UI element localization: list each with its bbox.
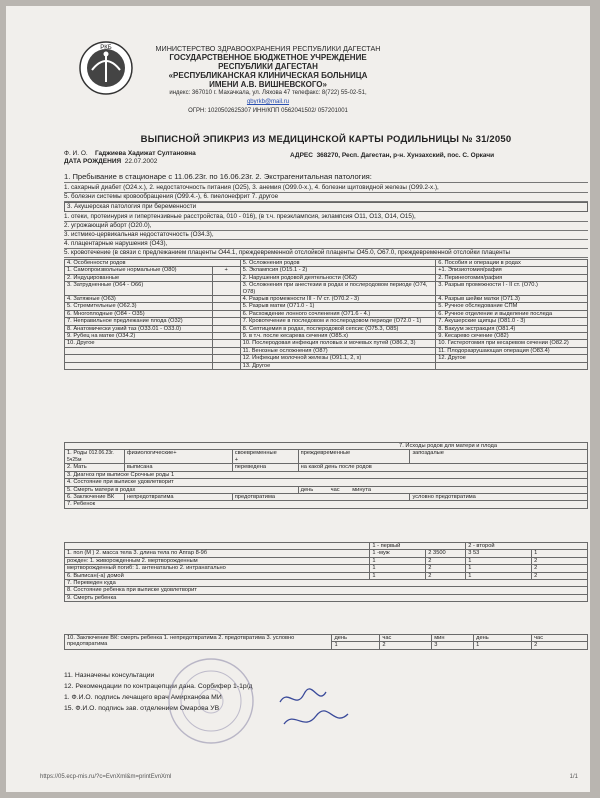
- outcomes-head: 7. Исходы родов для матери и плода: [65, 443, 588, 450]
- round-stamp: [166, 656, 256, 746]
- child-born: рожден: 1. живорожденным 2. мертворожденным: [65, 557, 370, 564]
- operation-cell: 4. Разрыв шейки матки (О71.3): [436, 296, 588, 303]
- feature-mark-cell: [212, 282, 240, 296]
- features-row: [65, 296, 588, 303]
- feature-mark-cell: [212, 296, 240, 303]
- features-row: [65, 362, 588, 369]
- patient-address: АДРЕС 368270, Респ. Дагестан, р-н. Хунзахский, пос. С. Оркачи: [290, 152, 495, 159]
- mother-day-after: на какой день после родов: [298, 464, 587, 471]
- document-title: ВЫПИСНОЙ ЭПИКРИЗ ИЗ МЕДИЦИНСКОЙ КАРТЫ РОДИЛЬНИЦЫ № 31/2050: [140, 134, 512, 145]
- child-params: 1. пол (М ) 2. масса тела 3. длина тела по Апгар 8-9б: [65, 550, 370, 557]
- feature-cell: 3. Затрудненные (О64 - О66): [65, 282, 213, 296]
- operation-cell: 11. Плодоразрушающая операция (О83.4): [436, 347, 588, 354]
- head-of-department: 15. Ф.И.О. подпись зав. отделением Омарова УВ: [64, 705, 220, 712]
- org-line-1: ГОСУДАРСТВЕННОЕ БЮДЖЕТНОЕ УЧРЕЖДЕНИЕ: [169, 53, 367, 62]
- patient-name: Ф. И. О. Гаджиева Хадижат Султановна: [64, 150, 196, 157]
- mother-discharged: выписана: [124, 464, 232, 471]
- vk-val-4: 1: [474, 642, 532, 649]
- page-number: 1/1: [569, 774, 578, 780]
- still-second-2: 2: [532, 565, 588, 572]
- features-row: [65, 355, 588, 362]
- obstetric-line-2: 2. угрожающий аборт (О20.0),: [64, 222, 588, 231]
- complication-cell: 7. Кровотечение в последовом и послеродовом периоде (О72.0 - 1): [240, 318, 436, 325]
- child-head: 7. Ребенок: [65, 501, 588, 508]
- born-1: 1: [370, 557, 426, 564]
- feature-mark-cell: [212, 303, 240, 310]
- born-second-1: 1: [466, 557, 532, 564]
- features-row: [65, 282, 588, 296]
- outcome-late: запоздалые: [410, 450, 588, 464]
- vk-preventable: предотвратима: [232, 494, 410, 501]
- birth-features-table: [64, 259, 588, 370]
- attending-doctor: 1. Ф.И.О. подпись лечащего врач Амирханова МИ: [64, 694, 222, 701]
- operation-cell: +1. Эпизиотомия/рафия: [436, 267, 588, 274]
- ministry-name: МИНИСТЕРСТВО ЗДРАВООХРАНЕНИЯ РЕСПУБЛИКИ ДАГЕСТАН: [155, 44, 381, 53]
- features-row: [65, 340, 588, 347]
- disc-1: 1: [370, 572, 426, 579]
- org-ids: ОГРН: 1020502625307 ИНН/КПП 0562041502/ 057201001: [188, 108, 348, 114]
- document-page: [6, 6, 590, 792]
- feature-cell: [65, 362, 213, 369]
- child-vk-conclusion: 10. Заключение ВК: смерть ребенка 1. непредотвратима 2. предотвратима 3. условно предотвратима: [65, 635, 332, 650]
- doctor-signature: [274, 684, 354, 734]
- child-discharged: 6. Выписан(-а) домой: [65, 572, 370, 579]
- operation-cell: 7. Акушерские щипцы (О81.0 - 3): [436, 318, 588, 325]
- feature-cell: 8. Анатомически узкий таз (О33.01 - О33.0): [65, 325, 213, 332]
- feature-cell: 6. Многоплодные (О84 - О35): [65, 310, 213, 317]
- letterhead: [78, 44, 398, 116]
- features-row: [65, 310, 588, 317]
- maternal-death-time: день час минута: [298, 486, 587, 493]
- child-second-head: 2 - второй: [466, 543, 588, 550]
- child-transferred: 7. Переведен куда: [65, 580, 588, 587]
- child-first-head: 1 - первый: [370, 543, 466, 550]
- features-row: [65, 303, 588, 310]
- patient-dob: ДАТА РОЖДЕНИЯ 22.07.2002: [64, 158, 158, 165]
- outcome-preterm: преждевременные: [298, 450, 410, 464]
- operation-cell: 5. Ручное обследование СПМ: [436, 303, 588, 310]
- feature-cell: 7. Неправильное предлежание плода (О32): [65, 318, 213, 325]
- complication-cell: 2. Нарушения родовой деятельности (О62): [240, 274, 436, 281]
- disc-2: 2: [426, 572, 466, 579]
- features-row: [65, 274, 588, 281]
- outcome-mother: 2. Мать: [65, 464, 125, 471]
- extragenital-line-2: 5. болезни системы кровообращения (О99.4.-), 6. пиелонефрит 7. другое: [64, 193, 588, 202]
- feature-cell: [65, 347, 213, 354]
- print-url: https://05.ecp-mis.ru/?c=EvnXml&m=printEvnXml: [40, 774, 172, 780]
- maternal-death: 5. Смерть матери в родах: [65, 486, 299, 493]
- feature-mark-cell: [212, 340, 240, 347]
- vk-val-2: 2: [380, 642, 432, 649]
- vk-day: день: [332, 635, 380, 642]
- consultations: 11. Назначены консультации: [64, 672, 155, 679]
- child-state: 8. Состояние ребенка при выписке удовлетворит: [65, 587, 588, 594]
- vk-hour: час: [380, 635, 432, 642]
- still-1: 1: [370, 565, 426, 572]
- outcome-birth: 1. Роды 012.06.23г. 5ч25м: [65, 450, 125, 464]
- complication-cell: 13. Другое: [240, 362, 436, 369]
- feature-mark-cell: [212, 355, 240, 362]
- feature-mark-cell: [212, 333, 240, 340]
- features-row: [65, 347, 588, 354]
- obstetric-pathology-head: 3. Акушерская патология при беременности: [64, 202, 588, 212]
- disc-second-2: 2: [532, 572, 588, 579]
- complication-cell: 10. Послеродовая инфекция половых и мочевых путей (О86.2, 3): [240, 340, 436, 347]
- feature-mark-cell: +: [212, 267, 240, 274]
- org-line-3: «РЕСПУБЛИКАНСКАЯ КЛИНИЧЕСКАЯ БОЛЬНИЦА: [168, 71, 368, 80]
- operations-head: 6. Пособия и операции в родах: [436, 260, 588, 267]
- org-line-4: ИМЕНИ А.В. ВИШНЕВСКОГО»: [209, 80, 327, 89]
- org-email: gbyrkb@mail.ru: [246, 99, 290, 105]
- stay-period: 1. Пребывание в стационаре с 11.06.23г. по 16.06.23г. 2. Экстрагенитальная патология:: [64, 172, 588, 183]
- complication-cell: 9. в т.ч. после кесарева сечения (О85.х): [240, 333, 436, 340]
- feature-cell: 10. Другое: [65, 340, 213, 347]
- mother-transferred: переведена: [232, 464, 298, 471]
- operation-cell: 3. Разрыв промежности I - II ст. (О70.): [436, 282, 588, 296]
- features-row: [65, 318, 588, 325]
- child-mass: 2 3500: [426, 550, 466, 557]
- child-sex: 1 -муж: [370, 550, 426, 557]
- complication-cell: 5. Разрыв матки (О71.0 - 1): [240, 303, 436, 310]
- operation-cell: [436, 362, 588, 369]
- outcomes-table: [64, 442, 588, 509]
- child-vk-table: [64, 634, 588, 650]
- complication-cell: 6. Расхождение лонного сочленения (О71.6 - 4.): [240, 310, 436, 317]
- child-stillborn: мертворожденный погиб: 1. антенатально 2. интранатально: [65, 565, 370, 572]
- outcome-timely: своевременные +: [232, 450, 298, 464]
- obstetric-line-1: 1. отеки, протеинурия и гипертензивные расстройства, 010 - 016), (в т.ч. преэклампсия, эклампсия О11, О13, О14, О15),: [64, 213, 588, 222]
- extragenital-line-1: 1. сахарный диабет (О24.х.), 2. недостаточность питания (О25), 3. анемия (О99.0-х.), 4. болезни щитовидной железы (О99.2-х.),: [64, 184, 588, 193]
- born-second-2: 2: [532, 557, 588, 564]
- child-second-params: 1: [532, 550, 588, 557]
- vk-min: мин: [432, 635, 474, 642]
- feature-mark-cell: [212, 362, 240, 369]
- features-row: [65, 325, 588, 332]
- feature-cell: 1. Самопроизвольные нормальные (О80): [65, 267, 213, 274]
- feature-mark-cell: [212, 274, 240, 281]
- vk-unpreventable: непредотвратима: [124, 494, 232, 501]
- obstetric-line-5: 5. кровотечение (в связи с предлежанием плаценты О44.1, преждевременной отслойкой плаценты О45.0, О67.0, преждевременной отслойки плаценты: [64, 249, 588, 258]
- org-address: индекс: 367010 г. Махачкала, ул. Ляхова 47 телефакс: 8(722) 55-02-51,: [169, 90, 367, 96]
- operation-cell: 9. Кесарево сечение (О82): [436, 333, 588, 340]
- feature-cell: 4. Затяжные (О63): [65, 296, 213, 303]
- vk-val-5: 2: [532, 642, 588, 649]
- operation-cell: 2. Перинеотомия/рафия: [436, 274, 588, 281]
- org-line-2: РЕСПУБЛИКИ ДАГЕСТАН: [218, 62, 318, 71]
- features-row: [65, 333, 588, 340]
- operation-cell: 10. Гистеротомия при кесаревом сечении (О82.2): [436, 340, 588, 347]
- feature-cell: 9. Рубец на матке (О34.2): [65, 333, 213, 340]
- still-2: 2: [426, 565, 466, 572]
- child-table: [64, 542, 588, 602]
- born-2: 2: [426, 557, 466, 564]
- complication-cell: 11. Венозные осложнения (О87): [240, 347, 436, 354]
- disc-second-1: 1: [466, 572, 532, 579]
- logo-text: РКБ: [100, 45, 112, 51]
- discharge-state: 4. Состояние при выписке удовлетворит: [65, 479, 588, 486]
- feature-cell: 5. Стремительные (О62.3): [65, 303, 213, 310]
- still-second-1: 1: [466, 565, 532, 572]
- feature-mark-cell: [212, 310, 240, 317]
- complication-cell: 12. Инфекции молочной железы (О91.1, 2, х): [240, 355, 436, 362]
- complications-head: 5. Осложнения родов: [240, 260, 436, 267]
- feature-mark-cell: [212, 318, 240, 325]
- complication-cell: 5. Эклампсия (О15.1 - 2): [240, 267, 436, 274]
- vk-conclusion: 6. Заключение ВК: [65, 494, 125, 501]
- feature-mark-cell: [212, 325, 240, 332]
- feature-mark-cell: [212, 347, 240, 354]
- operation-cell: 6. Ручное отделение и выделение последа: [436, 310, 588, 317]
- child-length: 3 53: [466, 550, 532, 557]
- child-death: 9. Смерть ребенка: [65, 594, 588, 601]
- complication-cell: 8. Септицемия в родах, послеродовой сепсис (О75.3, О85): [240, 325, 436, 332]
- complication-cell: 4. Разрыв промежности III - IV ст. (О70.2 - 3): [240, 296, 436, 303]
- operation-cell: 8. Вакуум экстракция (О81.4): [436, 325, 588, 332]
- contraception-recommendation: 12. Рекомендации по контрацепции дана. Сорбифер 1-1р/д: [64, 683, 253, 690]
- outcome-physiological: физиологические+: [124, 450, 232, 464]
- discharge-diagnosis: 3. Диагноз при выписке Срочные роды 1: [65, 471, 588, 478]
- vk-conditional: условно предотвратима: [410, 494, 588, 501]
- complication-cell: 3. Осложнения при анестезии в родах и послеродовом периоде (О74, О78): [240, 282, 436, 296]
- operation-cell: 12. Другое: [436, 355, 588, 362]
- obstetric-line-4: 4. плацентарные нарушения (О43),: [64, 240, 588, 249]
- features-head: 4. Особенности родов: [65, 260, 241, 267]
- feature-cell: [65, 355, 213, 362]
- features-row: [65, 267, 588, 274]
- vk-val-1: 1: [332, 642, 380, 649]
- obstetric-line-3: 3. истмико-цервикальная недостаточность (О34.3),: [64, 231, 588, 240]
- vk-val-3: 3: [432, 642, 474, 649]
- feature-cell: 2. Индуцированные: [65, 274, 213, 281]
- vk-hour-2: час: [532, 635, 588, 642]
- vk-day-2: день: [474, 635, 532, 642]
